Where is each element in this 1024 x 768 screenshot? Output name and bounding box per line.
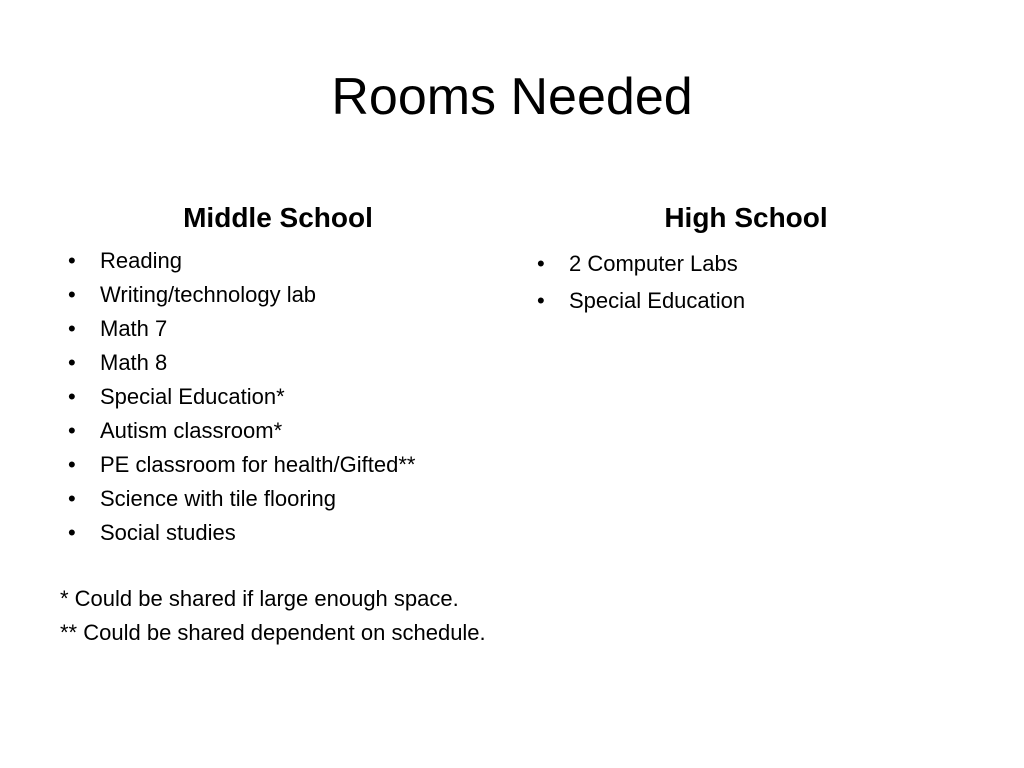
footnote-shared-space: * Could be shared if large enough space. bbox=[60, 586, 459, 611]
bullet-icon: • bbox=[68, 452, 76, 477]
list-item bbox=[529, 249, 969, 286]
list-item bbox=[60, 484, 500, 518]
list-item bbox=[60, 450, 500, 484]
list-item-label: Autism classroom* bbox=[100, 418, 283, 443]
bullet-icon: • bbox=[68, 384, 76, 409]
bullet-icon: • bbox=[537, 251, 545, 276]
middle-school-list bbox=[60, 246, 500, 552]
high-school-heading: High School bbox=[664, 202, 828, 233]
list-item-label: Writing/technology lab bbox=[100, 282, 317, 307]
list-item-label: Math 7 bbox=[100, 316, 168, 341]
list-item-label: 2 Computer Labs bbox=[569, 251, 738, 276]
list-item bbox=[60, 518, 500, 552]
bullet-icon: • bbox=[68, 282, 76, 307]
bullet-icon: • bbox=[68, 418, 76, 443]
bullet-icon: • bbox=[68, 248, 76, 273]
bullet-icon: • bbox=[537, 288, 545, 313]
bullet-icon: • bbox=[68, 350, 76, 375]
list-item-label: Science with tile flooring bbox=[100, 486, 337, 511]
list-item-label: Special Education bbox=[569, 288, 746, 313]
bullet-icon: • bbox=[68, 520, 76, 545]
high-school-list bbox=[529, 249, 969, 323]
list-item bbox=[529, 286, 969, 323]
bullet-icon: • bbox=[68, 486, 76, 511]
list-item bbox=[60, 314, 500, 348]
middle-school-notes bbox=[60, 585, 500, 653]
list-item-label: Reading bbox=[100, 248, 182, 273]
list-item bbox=[60, 416, 500, 450]
list-item bbox=[60, 382, 500, 416]
list-item-label: PE classroom for health/Gifted** bbox=[100, 452, 416, 477]
middle-school-heading: Middle School bbox=[183, 202, 373, 233]
bullet-icon: • bbox=[68, 316, 76, 341]
list-item bbox=[60, 246, 500, 280]
list-item bbox=[60, 348, 500, 382]
slide-title: Rooms Needed bbox=[331, 68, 693, 126]
list-item-label: Special Education* bbox=[100, 384, 285, 409]
list-item-label: Math 8 bbox=[100, 350, 168, 375]
footnote-shared-schedule: ** Could be shared dependent on schedule. bbox=[60, 620, 486, 645]
list-item bbox=[60, 280, 500, 314]
list-item-label: Social studies bbox=[100, 520, 236, 545]
